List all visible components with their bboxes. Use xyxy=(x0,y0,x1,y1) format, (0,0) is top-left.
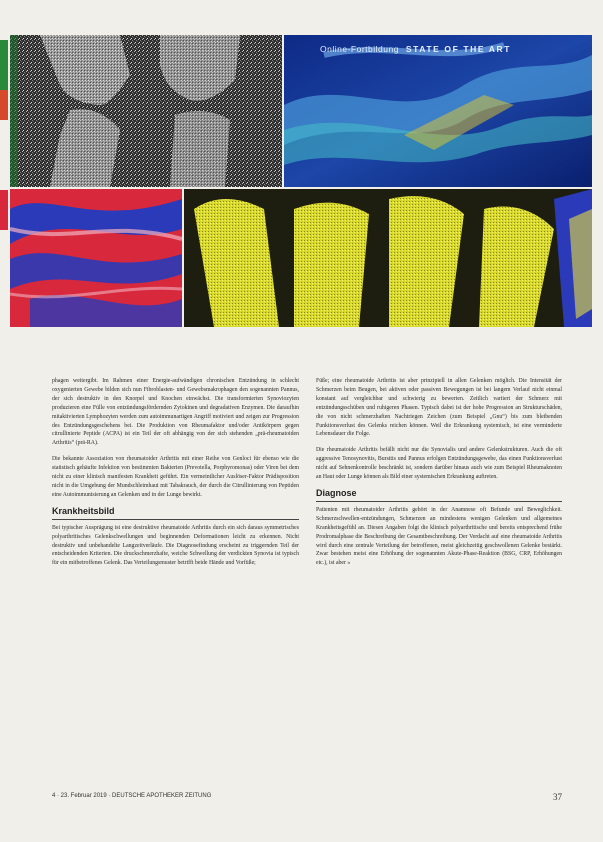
paragraph: Die bekannte Assoziation von rheumatoider Arthritis mit einer Reihe von Genloci für ebenso wie die statistisch gehäufte Infektion von bestimmten Bakterien (Prevotella, Porphyromonas) oder Viren bei dem nicht zu einer klinisch manifesten Krankheit geführt. Ein vermeintlicher Auslöser-Faktor Prädisposition nicht in die Umgebung der Mundschleimhaut mit Tabakrauch, der durch die Citrullinierung von Peptiden eine Autoimmunisierung an Gelenken und in der Lunge bewirkt. xyxy=(52,456,299,498)
yellow-hand-bones-image xyxy=(184,189,592,327)
blue-joint-scan-image xyxy=(284,35,592,187)
paragraph: phagen weitergibt. Im Rahmen einer Energie-aufwändigen chronischen Entzündung in schlecht oxygenierten Gewebe bilden sich nun Fibroblasten- und Gewebsmakrophagen den sogenannten Pannus, der sich destruktiv in den Knorpel und Knochen einwächst. Die transformierten Synoviozyten produzieren eine Fülle von entzündungsfördernden Zytokinen und degradativen Enzymen. Die daraufhin mitaktivierten Lymphozyten werden zum autoimmunartigen Angriff motiviert und zeigen zur Progression des Entzündungsgeschehens bei. Die Produktion von Rheumafaktor und/oder Antikörpern gegen citrullinierte Peptide (ACPA) ist ein Teil der oft abhängig von der sich stehenden „prä-rheumatoiden Arthritis“ (prä-RA). xyxy=(52,378,299,447)
page-number: 37 xyxy=(553,792,562,802)
section-title: STATE OF THE ART xyxy=(405,44,512,54)
page-footer xyxy=(52,792,562,802)
paragraph: Füße; eine rheumatoide Arthritis ist aber prinzipiell in allen Gelenken möglich. Die Intensität der Schmerzen beim Beugen, bei aktiven oder passiven Bewegungen ist bei langem Verlauf nicht einmal konstant auf vergleichbar und schwierig zu bewerten. Zeitlich variiert der Schmerz mit entzündungsschüben und ruhigeren Phasen. Typisch dabei ist der hohe Progression an Strukturschäden, die von nicht schmerzhaften Nachtriegen Zeichen (zum Beispiel „Gnu“) bis zum bleibenden Funktionsverlust des Gelenks reichen können. Weil die Erkrankung systemisch, ist eine verminderte Lebensdauer die Folge. xyxy=(316,378,562,438)
section-heading-diagnose: Diagnose xyxy=(316,489,562,502)
column-left xyxy=(52,377,299,575)
section-heading-krankheitsbild: Krankheitsbild xyxy=(52,507,299,520)
paragraph: Bei typischer Ausprägung ist eine destruktive rheumatoide Arthritis durch ein sich daraus symmetrisches polyarthritisches Gelenkschwellungen und beginnenden Deformationen leicht zu erkennen. Nicht destruktiv und unbehandelte Langzeitverläufe. Die Diagnosefindung erscheint zu triggernden Teil der entscheidenden Kriterien. Die druckschmerzhafte, weiche Schwellung der verdickten Synovia ist typisch für ein mitbetroffenes Gelenk. Das Verteilungsmuster betrifft beide Hände und Vorfüße; xyxy=(52,524,299,567)
red-blue-tissue-image xyxy=(10,189,182,327)
paragraph: Patienten mit rheumatoider Arthritis gehört in der Anamnese oft Befunde und Beweglichkeit. Schmerzschwellen-entzündungen, Schmerzen an mindestens wenigen Gelenken und allgemeines Krankheitsgefühl an. Diesen Angaben folgt die klinisch polyarthritische und bereits entsprechend frühe Prodromalphase die Beschreibung der Gesamtbeschreibung. Der Verdacht auf eine rheumatoide Arthritis wird durch eine zentrale Verteilung der betroffenen, meist gleichzeitig geschwollenen Gelenke bestärkt. Zwar bestehen meist eine Erhöhung der sogenannten Akute-Phase-Reaktion (BSG, CRP, Erhöhungen etc.), ist aber » xyxy=(316,506,562,567)
paragraph: Die rheumatoide Arthritis befällt nicht nur die Synovialis und andere Gelenkstrukturen. Auch die oft aggressive Tenosynovitis, Bursitis und Pannus erfolgen Entzündungsgewebe, das einen Funktionsverlust nicht auf Sehnenkontrolle beschränkt ist, sondern darüber hinaus auch wie zum Beispiel Rheumaknoten an Haut oder Lunge können als Bild einer systemischen Erkrankung auftreten. xyxy=(316,447,562,481)
kicker-label: Online-Fortbildung xyxy=(320,44,399,54)
issue-info: 4 · 23. Februar 2019 · DEUTSCHE APOTHEKER ZEITUNG xyxy=(52,793,212,799)
column-right xyxy=(316,377,562,575)
xray-finger-joint-image xyxy=(10,35,282,187)
